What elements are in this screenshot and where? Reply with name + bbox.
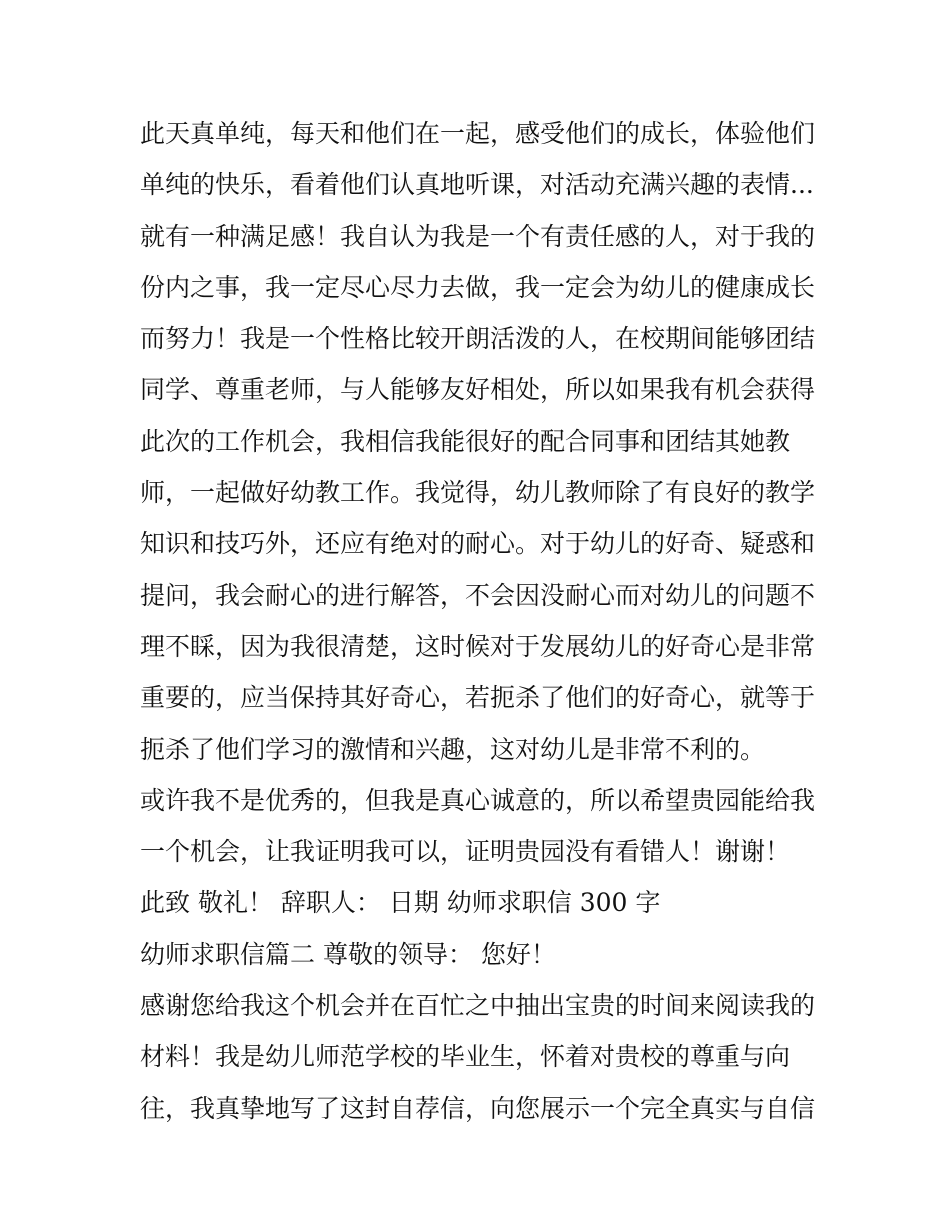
text-line: 重要的，应当保持其好奇心，若扼杀了他们的好奇心，就等于 — [140, 683, 816, 713]
closing-line: 此致 敬礼！ 辞职人： 日期 幼师求职信 300 字 — [140, 888, 661, 918]
text-line: 知识和技巧外，还应有绝对的耐心。对于幼儿的好奇、疑惑和 — [140, 529, 816, 559]
text-line: 单纯的快乐，看着他们认真地听课，对活动充满兴趣的表情... — [140, 170, 814, 200]
text-line: 一个机会，让我证明我可以，证明贵园没有看错人！谢谢！ — [140, 837, 791, 867]
text-line: 同学、尊重老师，与人能够友好相处，所以如果我有机会获得 — [140, 375, 816, 405]
text-line: 而努力！我是一个性格比较开朗活泼的人，在校期间能够团结 — [140, 324, 816, 354]
body-text — [140, 108, 830, 1134]
text-line: 提问，我会耐心的进行解答，不会因没耐心而对幼儿的问题不 — [140, 580, 816, 610]
text-line: 份内之事，我一定尽心尽力去做，我一定会为幼儿的健康成长 — [140, 272, 816, 302]
text-line: 材料！我是幼儿师范学校的毕业生，怀着对贵校的尊重与向 — [140, 1042, 791, 1072]
text-line: 理不睬，因为我很清楚，这时候对于发展幼儿的好奇心是非常 — [140, 631, 816, 661]
text-line: 感谢您给我这个机会并在百忙之中抽出宝贵的时间来阅读我的 — [140, 991, 816, 1021]
section-heading-line: 幼师求职信篇二 尊敬的领导： 您好！ — [140, 939, 556, 969]
text-line: 就有一种满足感！我自认为我是一个有责任感的人，对于我的 — [140, 221, 816, 251]
text-line: 此次的工作机会，我相信我能很好的配合同事和团结其她教 — [140, 426, 791, 456]
text-line: 此天真单纯，每天和他们在一起，感受他们的成长，体验他们 — [140, 119, 816, 148]
text-line: 往，我真挚地写了这封自荐信，向您展示一个完全真实与自信 — [140, 1093, 816, 1123]
text-line: 师，一起做好幼教工作。我觉得，幼儿教师除了有良好的教学 — [140, 478, 816, 508]
text-line: 或许我不是优秀的，但我是真心诚意的，所以希望贵园能给我 — [140, 785, 816, 815]
text-line: 扼杀了他们学习的激情和兴趣，这对幼儿是非常不利的。 — [140, 734, 766, 764]
